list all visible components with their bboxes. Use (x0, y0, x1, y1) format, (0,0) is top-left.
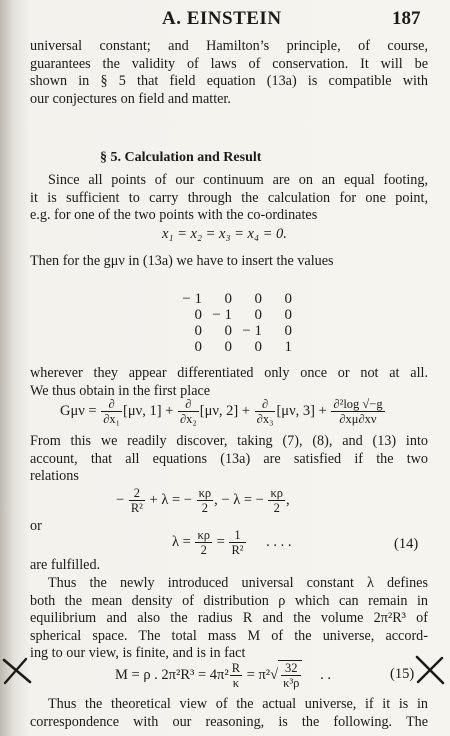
frac-num: 32 (281, 661, 301, 676)
matrix-cell: − 1 (212, 307, 232, 323)
frac-den: 2 (200, 543, 207, 557)
eq-term: λ = (172, 533, 191, 550)
frac-num: 2 (129, 486, 145, 501)
eq-dots: . . (320, 666, 331, 683)
equation-number-14: (14) (394, 536, 419, 552)
text-line: or (30, 518, 42, 534)
matrix-cell: 0 (194, 323, 202, 339)
fraction (178, 397, 199, 426)
matrix-row (172, 291, 292, 307)
fraction (331, 397, 384, 426)
matrix-row (172, 307, 292, 323)
matrix-row (172, 323, 292, 339)
fraction (129, 486, 145, 515)
eq-term: − (116, 491, 125, 508)
eq-term: = (216, 533, 225, 550)
paragraph-3 (30, 253, 428, 271)
metric-matrix (172, 291, 292, 355)
text-line: From this we readily discover, taking (7), (8), and (13) into (30, 433, 428, 449)
frac-num: κρ (197, 528, 211, 542)
text-line: are fulfilled. (30, 557, 101, 573)
paragraph-4 (30, 365, 428, 400)
frac-den: ∂xμ∂xν (339, 412, 377, 426)
paragraph-7 (30, 575, 428, 663)
text-line: guarantees the validity of laws of conservation. It will be (30, 55, 428, 72)
running-header (0, 8, 450, 34)
text-line: Then for the gμν in (13a) we have to insert the values (30, 253, 334, 269)
fraction (268, 486, 285, 515)
fraction (229, 528, 245, 557)
text-line: wherever they appear differentiated only once or not at all. (30, 365, 428, 381)
matrix-cell: 0 (254, 291, 262, 307)
matrix-cell: 0 (284, 307, 292, 323)
fraction (281, 661, 301, 690)
frac-den: 2 (273, 501, 280, 515)
frac-den: R² (231, 543, 244, 557)
frac-den: ∂x₂ (179, 412, 197, 426)
text-line: equilibrium and also the radius R and the volume 2π²R³ of (30, 610, 428, 626)
paragraph-5 (30, 433, 428, 486)
text-line: universal constant; and Hamilton’s principle, of course, (30, 38, 428, 54)
paragraph-6 (30, 557, 428, 575)
text-line: shown in § 5 that field equation (13a) is compatible with (30, 73, 428, 89)
fraction (255, 397, 276, 426)
text-line: Thus the theoretical view of the actual universe, if it is in (48, 696, 428, 712)
eq-lhs: Gμν = (60, 402, 97, 419)
frac-num: κρ (198, 486, 212, 500)
eq-term: , (286, 491, 290, 508)
frac-num: 1 (229, 528, 245, 543)
text-line: We thus obtain in the first place (30, 382, 211, 399)
section-heading: § 5. Calculation and Result (100, 150, 262, 165)
text-line: Thus the newly introduced universal constant λ defines (48, 575, 428, 591)
equation-number-15: (15) (390, 666, 415, 682)
frac-num: ∂ (178, 397, 199, 412)
text-line: account, that all equations (13a) are satisfied if the two (30, 450, 428, 467)
matrix-cell: 0 (194, 307, 202, 323)
handwritten-cross-mark-right (412, 654, 448, 686)
text-line: it is sufficient to carry through the calculation for one point, (30, 189, 428, 206)
matrix-cell: 0 (224, 339, 232, 355)
text-line: correspondence with our reasoning, is the following. The (30, 713, 428, 730)
frac-num: ∂²log √−g (333, 397, 383, 411)
frac-den: R² (130, 501, 143, 515)
paragraph-2 (30, 172, 428, 225)
matrix-cell: 0 (254, 339, 262, 355)
paragraph-8 (30, 696, 428, 731)
fraction (197, 486, 214, 515)
text-line: spherical space. The total mass M of the universe, accord- (30, 627, 428, 644)
text-line: Since all points of our continuum are on an equal footing, (48, 172, 428, 188)
equation-lambda (172, 528, 292, 557)
matrix-cell: 0 (194, 339, 202, 355)
fraction (230, 661, 242, 690)
matrix-cell: 0 (254, 307, 262, 323)
frac-den: κ (232, 676, 240, 690)
paragraph-1 (30, 38, 428, 108)
eq-term: = π² (246, 666, 271, 683)
eq-term: [μν, 2] + (199, 402, 251, 419)
equation-G (60, 397, 386, 426)
matrix-row (172, 339, 292, 355)
matrix-cell: − 1 (242, 323, 262, 339)
matrix-cell: 1 (284, 339, 292, 355)
eq-term: + λ = − (149, 491, 192, 508)
sqrt-sign: √ (270, 666, 279, 683)
text-line: our conjectures on field and matter. (30, 90, 231, 107)
header-title: A. EINSTEIN (162, 8, 282, 29)
matrix-cell: 0 (284, 291, 292, 307)
frac-num: R (231, 661, 241, 675)
matrix-cell: 0 (224, 323, 232, 339)
handwritten-cross-mark-left (0, 656, 34, 686)
text-line: relations (30, 468, 79, 484)
frac-den: κ³ρ (283, 676, 300, 690)
matrix-cell: 0 (224, 291, 232, 307)
frac-den: ∂x₁ (103, 412, 121, 426)
text-line: ing to our view, is finite, and is in fact (30, 645, 246, 661)
frac-num: ∂ (101, 397, 122, 412)
equation-relations (116, 486, 290, 515)
frac-den: ∂x₃ (256, 412, 274, 426)
sqrt-body (278, 660, 302, 690)
frac-num: ∂ (255, 397, 276, 412)
text-line: both the mean density of distribution ρ which can remain in (30, 592, 428, 609)
matrix-cell: 0 (284, 323, 292, 339)
text-line: e.g. for one of the two points with the co-ordinates (30, 207, 318, 223)
fraction (101, 397, 122, 426)
page-number: 187 (392, 8, 421, 29)
eq-term: M = ρ . 2π²R³ = 4π² (115, 666, 229, 683)
fraction (195, 528, 212, 557)
frac-num: κρ (270, 486, 284, 500)
eq-term: [μν, 1] + (123, 402, 174, 419)
eq-term: , − λ = − (214, 491, 264, 508)
eq-term: [μν, 3] + (276, 402, 327, 419)
matrix-cell: − 1 (182, 291, 202, 307)
equation-coordinates: x₁ = x₂ = x₃ = x₄ = 0. (162, 226, 287, 242)
frac-den: 2 (201, 501, 208, 515)
equation-mass (115, 660, 331, 690)
eq-dots: . . . . (266, 533, 292, 550)
